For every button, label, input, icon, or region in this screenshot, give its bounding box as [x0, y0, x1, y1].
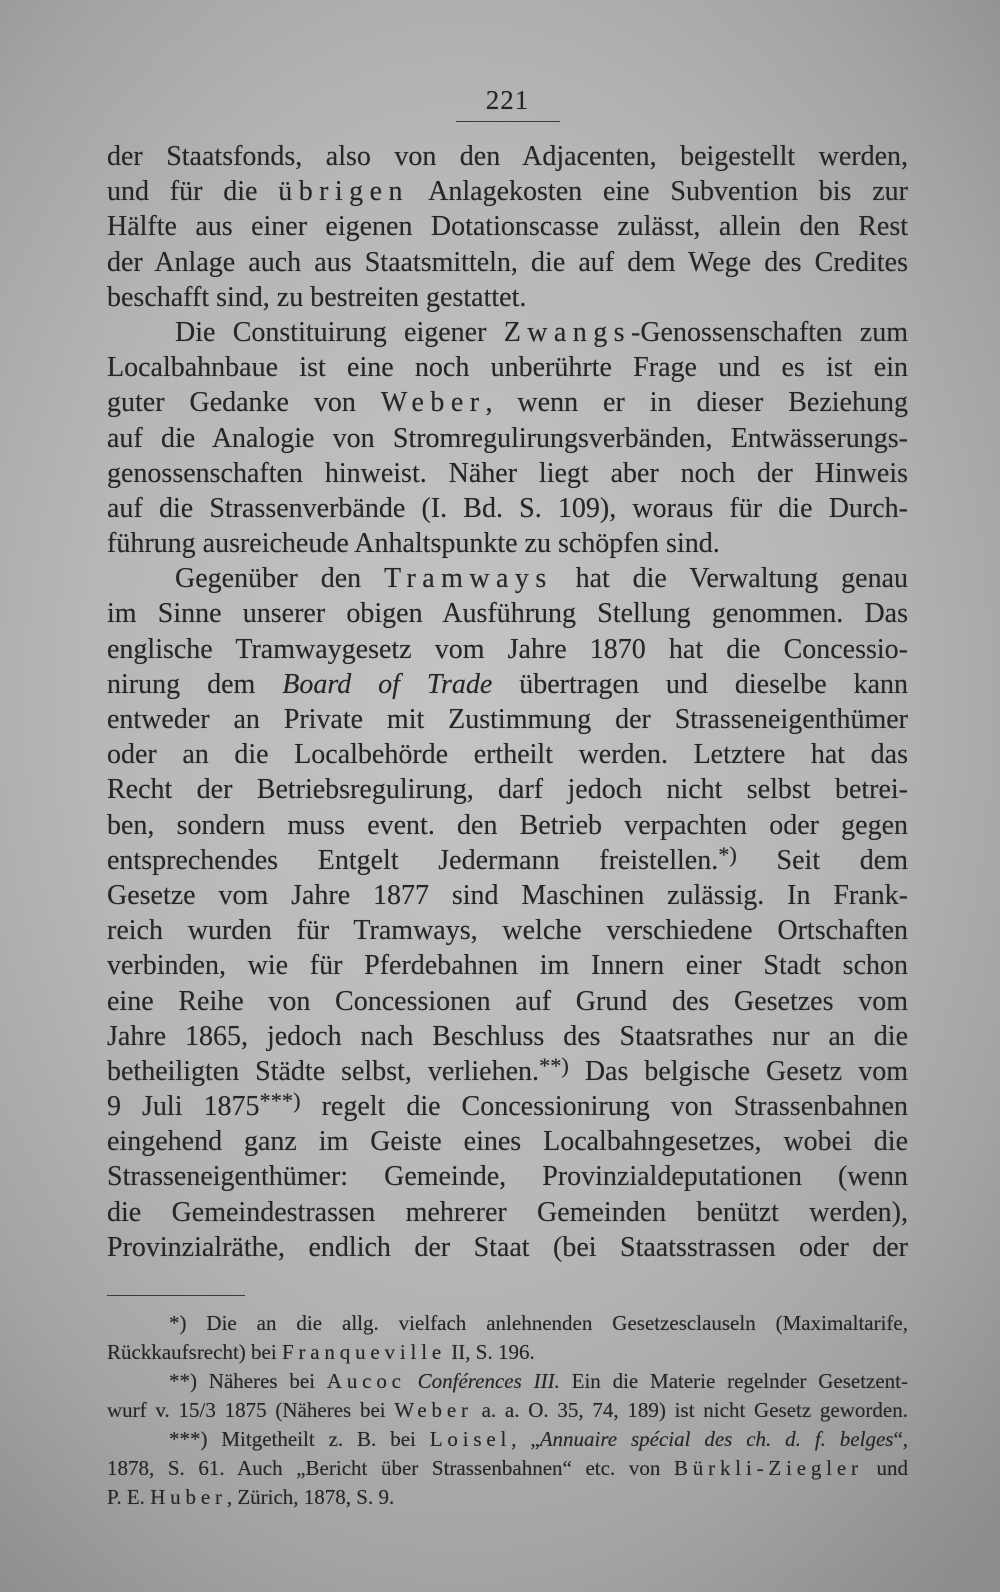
- body-line: [107, 385, 908, 420]
- text-segment: Rückkaufsrecht) bei: [107, 1340, 282, 1364]
- footnote-reference: ***): [259, 1089, 301, 1114]
- italic-title: Annuaire spécial des ch. d. f. belges: [539, 1427, 894, 1451]
- body-line: entweder an Private mit Zustimmung der Strasseneigenthümer: [107, 704, 908, 735]
- author-name: Loisel: [429, 1427, 512, 1451]
- body-line: englische Tramwaygesetz vom Jahre 1870 hat die Concessio-: [107, 633, 908, 665]
- text-segment: Anlagekosten eine Subvention bis zur: [408, 176, 908, 208]
- text-segment: , „: [511, 1427, 540, 1451]
- paragraph-start-line: [107, 561, 908, 596]
- emphasized-word: übrigen: [278, 176, 409, 208]
- body-line: die Gemeindestrassen mehrerer Gemeinden benützt werden),: [107, 1196, 908, 1228]
- paragraph-end-line: beschafft sind, zu bestreiten gestattet.: [107, 281, 527, 313]
- footnote-reference: **): [539, 1053, 569, 1079]
- body-line: im Sinne unserer obigen Ausführung Stellung genommen. Das: [107, 598, 908, 630]
- emphasized-word: Zwangs: [503, 316, 632, 348]
- author-name: Aucoc: [326, 1369, 406, 1393]
- text-segment: hat die Verwaltung genau: [552, 563, 908, 595]
- author-name: Weber: [394, 1398, 473, 1422]
- text-segment: a. a. O. 35, 74, 189) ist nicht Gesetz geworden.: [472, 1398, 908, 1422]
- body-line: eine Reihe von Concessionen auf Grund des Gesetzes vom: [107, 985, 908, 1017]
- body-line: auf die Analogie von Stromregulirungsverbänden, Entwässerungs-: [107, 422, 908, 454]
- author-name: Bürkli-Ziegler: [673, 1456, 863, 1480]
- emphasized-word: Tramways: [383, 563, 553, 595]
- text-segment: **) Näheres bei: [169, 1369, 327, 1393]
- footnote-line: [107, 1483, 908, 1512]
- footnotes: [107, 1309, 908, 1512]
- body-line: verbinden, wie für Pferdebahnen im Innern einer Stadt schon: [107, 950, 908, 982]
- paragraph-start-line: [107, 315, 908, 350]
- text-segment: “,: [893, 1427, 908, 1451]
- text-segment: übertragen und dieselbe kann: [492, 668, 908, 700]
- footnote-line: [107, 1396, 908, 1425]
- text-segment: Gegenüber den: [175, 563, 384, 595]
- text-segment: wurf v. 15/3 1875 (Näheres bei: [107, 1398, 395, 1422]
- text-segment: Seit dem: [736, 844, 908, 876]
- body-line: eingehend ganz im Geiste eines Localbahngesetzes, wobei die: [107, 1126, 908, 1158]
- footnote: [107, 1367, 908, 1425]
- page-number: 221: [485, 85, 530, 115]
- footnote-line: [107, 1338, 908, 1367]
- italic-title: Conférences III.: [405, 1369, 560, 1393]
- page-number-rule: [456, 121, 560, 122]
- body-line: [107, 667, 908, 702]
- footnote-reference: *): [718, 842, 737, 868]
- text-segment: betheiligten Städte selbst, verliehen.: [107, 1055, 540, 1087]
- body-line: Jahre 1865, jedoch nach Beschluss des Staatsrathes nur an die: [107, 1020, 908, 1052]
- text-segment: Die Constituirung eigener: [175, 316, 504, 348]
- text-segment: regelt die Concessionirung von Strassenbahnen: [300, 1091, 908, 1123]
- text-segment: und für die: [107, 176, 279, 208]
- author-name: Weber: [380, 387, 486, 419]
- footnote-separator: [107, 1295, 245, 1296]
- body-line: [107, 1054, 908, 1089]
- body-line: Gesetze vom Jahre 1877 sind Maschinen zulässig. In Frank-: [107, 879, 908, 911]
- body-line: reich wurden für Tramways, welche verschiedene Ortschaften: [107, 915, 908, 947]
- body-line: [107, 1089, 908, 1124]
- body-line: oder an die Localbehörde ertheilt werden. Letztere hat das: [107, 739, 908, 771]
- body-line: Recht der Betriebsregulirung, darf jedoch nicht selbst betrei-: [107, 774, 908, 806]
- text-segment: ***) Mitgetheilt z. B. bei: [169, 1427, 430, 1451]
- body-line: [107, 174, 908, 209]
- footnote-line: *) Die an die allg. vielfach anlehnenden Gesetzesclauseln (Maximaltarife,: [169, 1311, 908, 1335]
- footnote: [107, 1309, 908, 1367]
- text-segment: Ein die Materie regelnder Gesetzent-: [559, 1369, 908, 1393]
- body-line: auf die Strassenverbände (I. Bd. S. 109), woraus für die Durch-: [107, 492, 908, 524]
- body-text: [107, 139, 908, 1265]
- text-segment: P. E.: [107, 1485, 151, 1509]
- text-segment: Das belgische Gesetz vom: [568, 1055, 908, 1087]
- body-line: Localbahnbaue ist eine noch unberührte Frage und es ist ein: [107, 352, 908, 384]
- text-segment: 9 Juli 1875: [107, 1091, 260, 1123]
- text-segment: -Genossenschaften zum: [631, 316, 908, 348]
- text-segment: , wenn er in dieser Beziehung: [485, 387, 908, 419]
- body-line: Provinzialräthe, endlich der Staat (bei Staatsstrassen oder der: [107, 1231, 908, 1263]
- text-segment: entsprechendes Entgelt Jedermann freistellen.: [107, 844, 719, 876]
- text-segment: guter Gedanke von: [107, 387, 381, 419]
- italic-title: Board of Trade: [282, 668, 493, 700]
- footnote-line: [107, 1367, 908, 1396]
- footnote: [107, 1425, 908, 1512]
- text-segment: und: [862, 1456, 908, 1480]
- body-line: [107, 843, 908, 878]
- text-segment: nirung dem: [107, 668, 283, 700]
- paragraph-end-line: führung ausreicheude Anhaltspunkte zu schöpfen sind.: [107, 528, 720, 560]
- footnote-line: [107, 1454, 908, 1483]
- text-segment: 1878, S. 61. Auch „Bericht über Strassenbahnen“ etc. von: [107, 1456, 674, 1480]
- body-line: ben, sondern muss event. den Betrieb verpachten oder gegen: [107, 809, 908, 841]
- author-name: Franqueville: [281, 1340, 447, 1364]
- body-line: Strasseneigenthümer: Gemeinde, Provinzialdeputationen (wenn: [107, 1161, 908, 1193]
- body-line: Hälfte aus einer eigenen Dotationscasse zulässt, allein den Rest: [107, 211, 908, 243]
- body-line: der Staatsfonds, also von den Adjacenten, beigestellt werden,: [107, 141, 908, 172]
- body-line: genossenschaften hinweist. Näher liegt aber noch der Hinweis: [107, 457, 908, 489]
- footnote-line: [107, 1425, 908, 1454]
- text-segment: , Zürich, 1878, S. 9.: [226, 1485, 395, 1509]
- author-name: Huber: [150, 1485, 227, 1509]
- text-segment: II, S. 196.: [446, 1340, 535, 1364]
- body-line: der Anlage auch aus Staatsmitteln, die auf dem Wege des Credites: [107, 246, 908, 278]
